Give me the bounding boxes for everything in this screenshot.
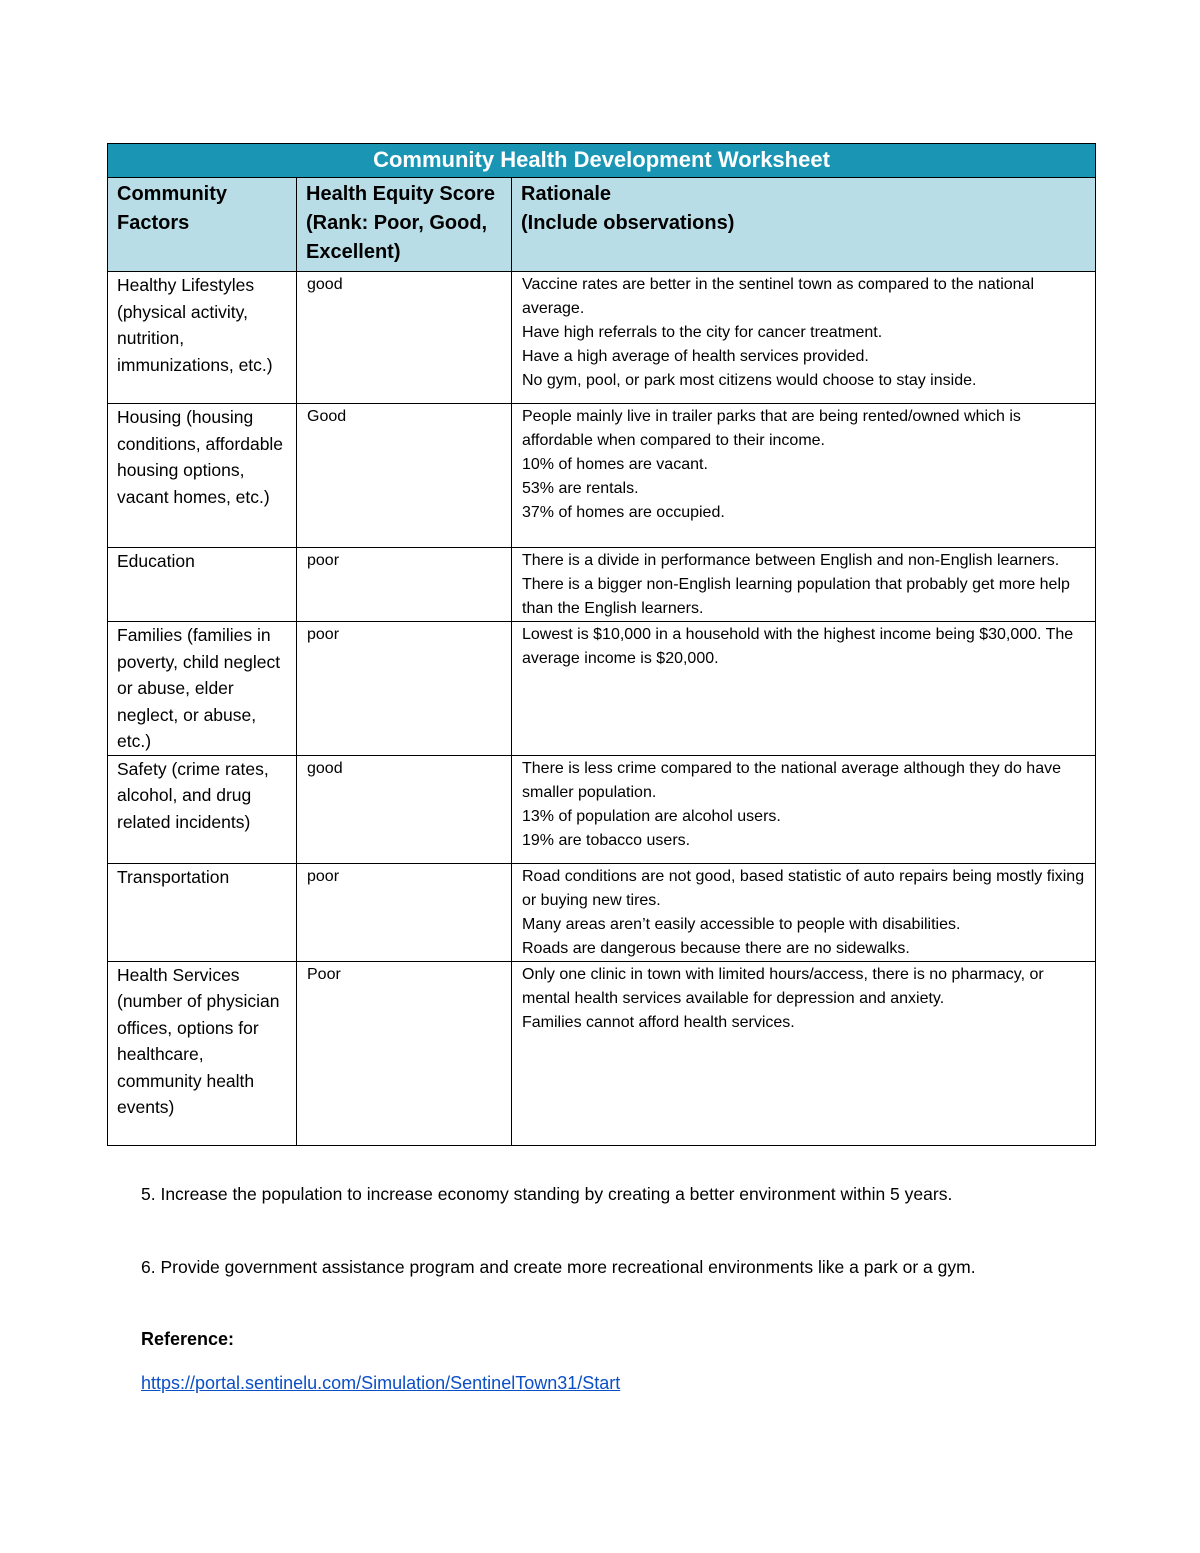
table-row — [108, 548, 1096, 622]
rationale-cell — [512, 404, 1096, 548]
header-rationale-line2: (Include observations) — [521, 212, 735, 234]
rationale-line: Road conditions are not good, based statistic of auto repairs being mostly fixing or buying new tires. — [522, 867, 1085, 909]
health-equity-score-cell: good — [297, 755, 512, 863]
rationale-line: 13% of population are alcohol users. — [522, 807, 781, 825]
rationale-line: People mainly live in trailer parks that are being rented/owned which is affordable when compared to their income. — [522, 408, 1021, 449]
rationale-line: Have a high average of health services provided. — [522, 348, 869, 365]
rationale-line: Only one clinic in town with limited hours/access, there is no pharmacy, or mental health services available for depression and anxiety. — [522, 965, 1044, 1007]
health-equity-score-cell: good — [297, 272, 512, 404]
health-equity-score-cell: poor — [297, 548, 512, 622]
rationale-cell — [512, 863, 1096, 961]
community-factor-cell: Housing (housing conditions, affordable housing options, vacant homes, etc.) — [108, 404, 297, 548]
health-equity-score-cell: Good — [297, 404, 512, 548]
rationale-line: 37% of homes are occupied. — [522, 504, 725, 521]
rationale-cell — [512, 755, 1096, 863]
rationale-line: Roads are dangerous because there are no sidewalks. — [522, 939, 910, 957]
reference-label: Reference: — [141, 1329, 235, 1349]
rationale-line: No gym, pool, or park most citizens would choose to stay inside. — [522, 372, 977, 389]
reference-link[interactable]: https://portal.sentinelu.com/Simulation/SentinelTown31/Start — [141, 1373, 621, 1393]
table-row — [108, 622, 1096, 756]
rationale-cell — [512, 622, 1096, 756]
table-row — [108, 755, 1096, 863]
community-factor-cell: Families (families in poverty, child neglect or abuse, elder neglect, or abuse, etc.) — [108, 622, 297, 756]
worksheet-table — [107, 143, 1096, 1146]
rationale-line: 19% are tobacco users. — [522, 831, 691, 849]
header-score-text: Health Equity Score (Rank: Poor, Good, Excellent) — [306, 183, 495, 263]
community-factor-cell: Health Services (number of physician offices, options for healthcare, community health events) — [108, 961, 297, 1145]
rationale-line: There is a divide in performance between English and non-English learners. There is a bigger non-English learning population that probably get more help than the English learners. — [522, 552, 1070, 617]
worksheet-body — [108, 272, 1096, 1146]
health-equity-score-cell: poor — [297, 863, 512, 961]
rationale-line: Lowest is $10,000 in a household with the highest income being $30,000. The average income is $20,000. — [522, 626, 1074, 667]
rationale-line: Families cannot afford health services. — [522, 1013, 795, 1031]
rationale-line: Vaccine rates are better in the sentinel town as compared to the national average. — [522, 276, 1035, 317]
header-community-factors — [108, 178, 297, 272]
item-5: 5. Increase the population to increase economy standing by creating a better environment within 5 years. — [141, 1184, 953, 1204]
worksheet-title: Community Health Development Worksheet — [108, 144, 1096, 178]
community-factor-cell: Healthy Lifestyles (physical activity, nutrition, immunizations, etc.) — [108, 272, 297, 404]
rationale-line: Many areas aren’t easily accessible to people with disabilities. — [522, 915, 961, 933]
health-equity-score-cell: poor — [297, 622, 512, 756]
rationale-cell — [512, 961, 1096, 1145]
rationale-line: 53% are rentals. — [522, 480, 639, 497]
rationale-cell — [512, 272, 1096, 404]
header-row — [108, 178, 1096, 272]
item-6: 6. Provide government assistance program and create more recreational environments like a park or a gym. — [141, 1257, 976, 1277]
rationale-line: Have high referrals to the city for cancer treatment. — [522, 324, 883, 341]
community-factor-cell: Safety (crime rates, alcohol, and drug related incidents) — [108, 755, 297, 863]
rationale-cell — [512, 548, 1096, 622]
header-health-equity-score — [297, 178, 512, 272]
header-factors-text: Community Factors — [117, 183, 227, 234]
table-row — [108, 961, 1096, 1145]
community-factor-cell: Education — [108, 548, 297, 622]
header-rationale-line1: Rationale — [521, 183, 612, 205]
table-row — [108, 863, 1096, 961]
health-equity-score-cell: Poor — [297, 961, 512, 1145]
table-row — [108, 404, 1096, 548]
header-rationale — [512, 178, 1096, 272]
rationale-line: 10% of homes are vacant. — [522, 456, 708, 473]
community-factor-cell: Transportation — [108, 863, 297, 961]
table-row — [108, 272, 1096, 404]
rationale-line: There is less crime compared to the national average although they do have smaller population. — [522, 759, 1061, 801]
title-row — [108, 144, 1096, 178]
